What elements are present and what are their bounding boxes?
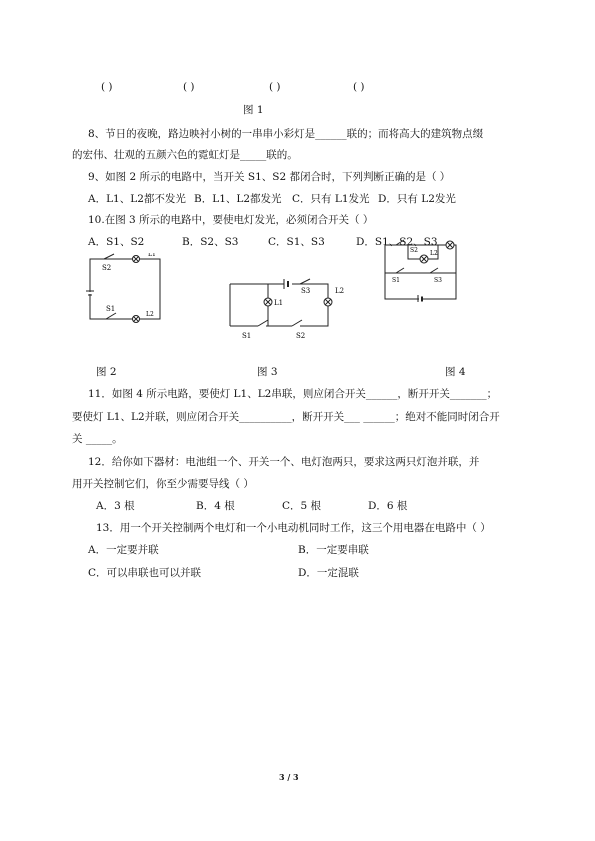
q13-option-b: B．一定要串联 [298,544,369,556]
q13-option-a: A．一定要并联 [88,544,159,556]
svg-text:L2: L2 [146,311,154,318]
svg-text:S3: S3 [434,277,442,284]
q12-option-d: D．6 根 [368,500,408,512]
blank-1: ( ) [101,81,113,93]
q9-option-c: C．只有 L1发光 [292,193,370,205]
q10-stem: 10.在图 3 所示的电路中，要使电灯发光，必须闭合开关（ ） [88,214,374,226]
blank-4: ( ) [353,81,365,93]
figure-4-circuit [382,237,462,302]
figure-2-circuit [86,253,166,329]
fig4-caption: 图 4 [445,366,466,378]
q11-line3: 关 _____。 [72,433,123,445]
svg-text:L1: L1 [148,253,156,258]
q12-options [96,499,407,513]
q8-line1: 8、节日的夜晚，路边映衬小树的一串串小彩灯是______联的；而将高大的建筑物点缀 [88,128,484,140]
fig3-caption: 图 3 [257,366,278,378]
q9-option-b: B．L1、L2都发光 [194,193,282,205]
q12-option-b: B．4 根 [196,500,235,512]
fig1-answer-blanks [101,80,365,94]
svg-text:S1: S1 [106,305,116,313]
q10-option-c: C．S1、S3 [268,236,325,248]
q12-option-a: A．3 根 [96,500,135,512]
q13-option-d: D．一定混联 [298,567,359,579]
fig1-caption: 图 1 [243,104,264,116]
q11-line2: 要使灯 L1、L2并联，则应闭合开关__________，断开开关___ ______；绝对不能同时闭合开 [72,411,500,423]
q9-option-d: D．只有 L2发光 [378,193,456,205]
q9-stem: 9、如图 2 所示的电路中，当开关 S1、S2 都闭合时，下列判断正确的是（ ） [88,171,451,183]
q8-line2: 的宏伟、壮观的五颜六色的霓虹灯是_____联的。 [72,149,298,161]
svg-text:S2: S2 [410,247,418,254]
q10-option-b: B．S2、S3 [182,236,239,248]
q12-line2: 用开关控制它们，你至少需要导线（ ） [72,478,254,490]
q13-stem: 13．用一个开关控制两个电灯和一个小电动机同时工作，这三个用电器在电路中（ ） [96,522,491,534]
q10-option-d: D．S1、S2、S3 [356,236,438,248]
fig3-label-s3: S3 [301,287,311,295]
q11-line1: 11．如图 4 所示电路，要使灯 L1、L2串联，则应闭合开关______，断开开关_______； [88,388,498,400]
fig3-label-s2: S2 [296,332,306,340]
q13-option-c: C．可以串联也可以并联 [88,567,202,579]
q12-line1: 12．给你如下器材：电池组一个、开关一个、电灯泡两只，要求这两只灯泡并联，并 [88,456,480,468]
fig3-label-l2: L2 [335,287,345,295]
fig2-caption: 图 2 [96,366,117,378]
figure-3-circuit [222,276,347,341]
fig3-label-s1: S1 [242,332,252,340]
q10-option-a: A．S1、S2 [88,236,145,248]
svg-text:S2: S2 [102,264,112,272]
blank-3: ( ) [269,81,281,93]
q9-options [88,192,456,206]
svg-text:S1: S1 [392,277,400,284]
svg-text:L2: L2 [430,250,438,257]
q9-option-a: A．L1、L2都不发光 [88,193,186,205]
q12-option-c: C．5 根 [282,500,322,512]
blank-2: ( ) [183,81,195,93]
page-number: 3 / 3 [279,772,299,782]
fig3-label-l1: L1 [274,299,284,307]
